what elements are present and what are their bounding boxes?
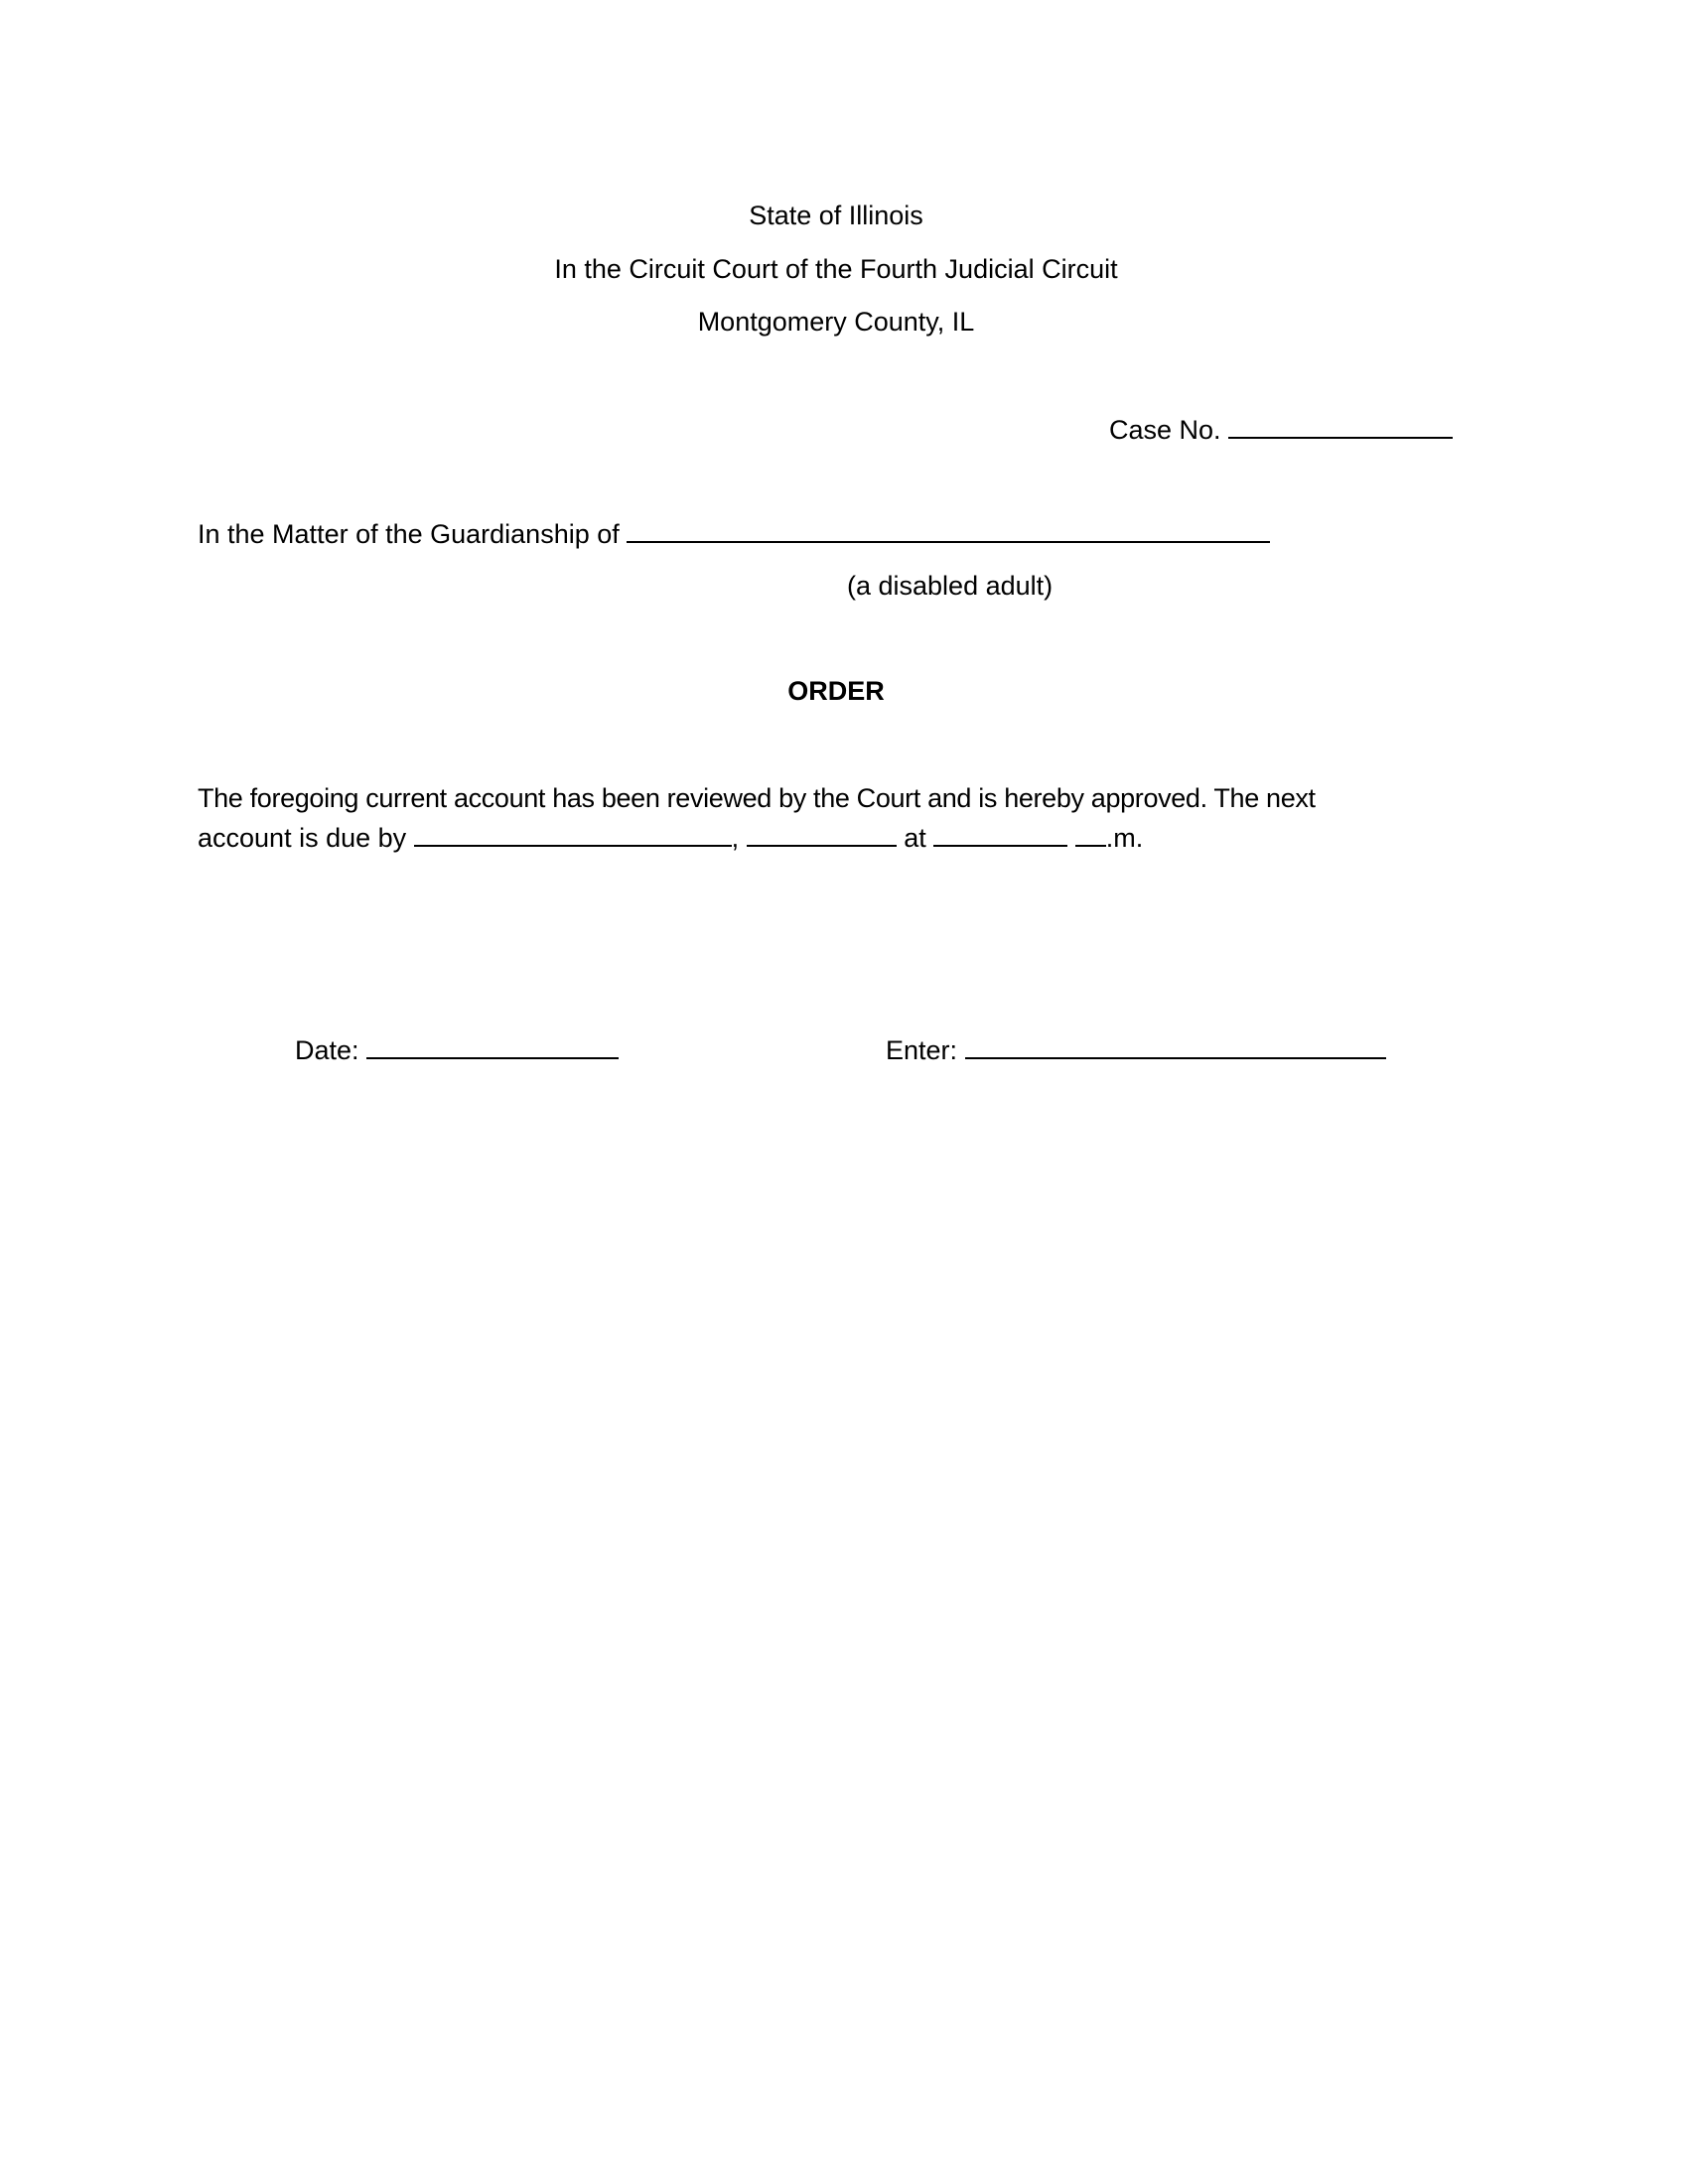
comma: , (731, 823, 740, 853)
due-date-blank[interactable] (414, 823, 732, 847)
county-heading: Montgomery County, IL (697, 307, 975, 337)
date-field (295, 1035, 619, 1064)
case-number-label: Case No. (1109, 415, 1221, 445)
court-heading: In the Circuit Court of the Fourth Judicial Circuit (554, 254, 1118, 284)
date-label: Date: (295, 1035, 359, 1065)
order-body-line1: The foregoing current account has been reviewed by the Court and is hereby approved. The next (198, 783, 1316, 813)
due-time-blank[interactable] (933, 823, 1067, 847)
order-body-line2 (198, 823, 1143, 852)
order-title: ORDER (787, 676, 885, 706)
due-by-label: account is due by (198, 823, 407, 853)
ward-name-blank[interactable] (627, 519, 1270, 543)
ampm-suffix: .m. (1105, 823, 1144, 853)
due-year-blank[interactable] (747, 823, 897, 847)
case-number-field (1109, 415, 1453, 444)
disabled-adult-note: (a disabled adult) (847, 571, 1054, 601)
guardianship-field (198, 519, 1270, 548)
date-blank[interactable] (366, 1035, 619, 1059)
enter-field (886, 1035, 1386, 1064)
at-label: at (904, 823, 926, 853)
case-number-blank[interactable] (1228, 415, 1453, 439)
enter-label: Enter: (886, 1035, 958, 1065)
ampm-blank[interactable] (1075, 823, 1106, 847)
judge-signature-blank[interactable] (965, 1035, 1386, 1059)
state-heading: State of Illinois (749, 201, 923, 230)
guardianship-label: In the Matter of the Guardianship of (198, 519, 620, 549)
